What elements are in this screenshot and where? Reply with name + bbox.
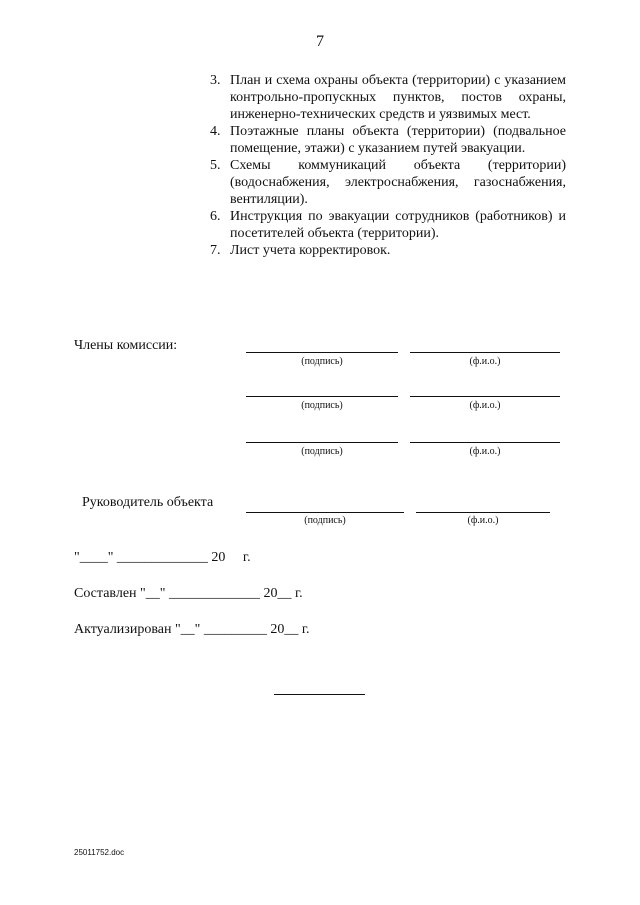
- document-list: [210, 72, 566, 259]
- list-item-text: Поэтажные планы объекта (территории) (подвальное помещение, этажи) с указанием путей эвакуации.: [230, 124, 566, 156]
- list-item-number: 5.: [210, 158, 221, 173]
- list-item-text: План и схема охраны объекта (территории) с указанием контрольно-пропускных пунктов, постов охраны, инженерно-технических средств и уязвимых мест.: [230, 73, 566, 122]
- name-caption: (ф.и.о.): [469, 400, 501, 411]
- signature-caption: (подпись): [301, 446, 343, 457]
- signature-caption: (подпись): [304, 515, 346, 526]
- name-line: [410, 442, 560, 443]
- commission-label: Члены комиссии:: [74, 338, 178, 353]
- name-line: [416, 512, 550, 513]
- list-item-text: Схемы коммуникаций объекта (территории) (водоснабжения, электроснабжения, газоснабжения, вентиляции).: [230, 158, 566, 207]
- list-item: [210, 157, 566, 208]
- head-label: Руководитель объекта: [82, 495, 214, 510]
- list-item-number: 6.: [210, 209, 221, 224]
- list-item-number: 3.: [210, 73, 221, 88]
- signature-caption: (подпись): [301, 400, 343, 411]
- list-item: [210, 208, 566, 242]
- signature-line: [246, 352, 398, 353]
- compiled-line: Составлен "__" _____________ 20__ г.: [74, 586, 303, 601]
- name-line: [410, 352, 560, 353]
- name-line: [410, 396, 560, 397]
- signature-line: [246, 512, 404, 513]
- list-item-text: Инструкция по эвакуации сотрудников (работников) и посетителей объекта (территории).: [230, 209, 566, 241]
- name-caption: (ф.и.о.): [469, 356, 501, 367]
- date-line: "____" _____________ 20 г.: [74, 550, 251, 565]
- document-code: 25011752.doc: [74, 848, 125, 857]
- list-item: [210, 123, 566, 157]
- signature-line: [246, 442, 398, 443]
- list-item: [210, 72, 566, 123]
- list-item-text: Лист учета корректировок.: [230, 243, 391, 258]
- signature-line: [246, 396, 398, 397]
- list-item-number: 7.: [210, 243, 221, 258]
- page-number: 7: [316, 33, 324, 50]
- signature-caption: (подпись): [301, 356, 343, 367]
- name-caption: (ф.и.о.): [469, 446, 501, 457]
- end-separator: [274, 694, 365, 695]
- list-item-number: 4.: [210, 124, 221, 139]
- updated-line: Актуализирован "__" _________ 20__ г.: [74, 622, 310, 637]
- name-caption: (ф.и.о.): [467, 515, 499, 526]
- list-item: [210, 242, 566, 259]
